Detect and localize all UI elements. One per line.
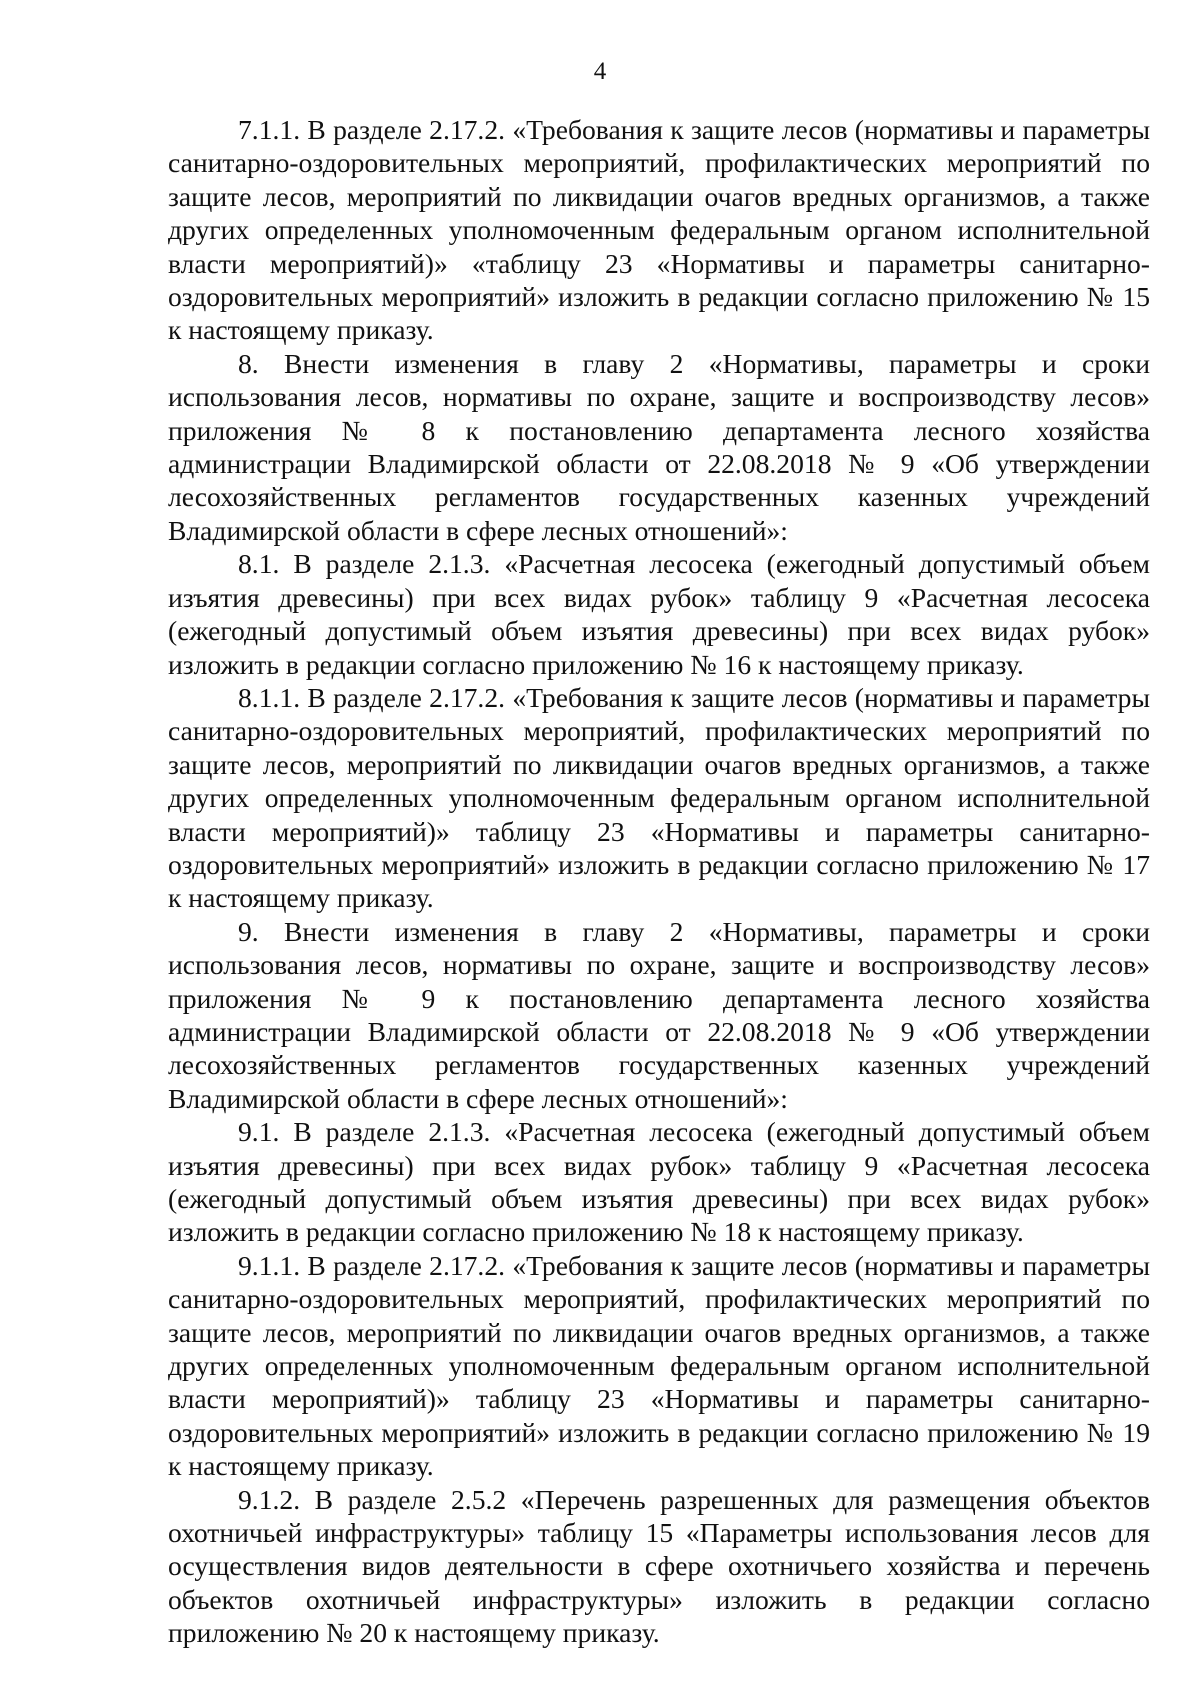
paragraph-9-1-1: 9.1.1. В разделе 2.17.2. «Требования к защите лесов (нормативы и параметры санитарно-оздоровительных мероприятий, профилактических мероприятий по защите лесов, мероприятий по ликвидации очагов вредных организмов, а также других определенных уполномоченным федеральным органом исполнительной власти мероприятий)» таблицу 23 «Нормативы и параметры санитарно-оздоровительных мероприятий» изложить в редакции согласно приложению № 19 к настоящему приказу. bbox=[168, 1249, 1150, 1482]
paragraph-8-1-1: 8.1.1. В разделе 2.17.2. «Требования к защите лесов (нормативы и параметры санитарно-оздоровительных мероприятий, профилактических мероприятий по защите лесов, мероприятий по ликвидации очагов вредных организмов, а также других определенных уполномоченным федеральным органом исполнительной власти мероприятий)» таблицу 23 «Нормативы и параметры санитарно-оздоровительных мероприятий» изложить в редакции согласно приложению № 17 к настоящему приказу. bbox=[168, 681, 1150, 914]
paragraph-9-1-2: 9.1.2. В разделе 2.5.2 «Перечень разрешенных для размещения объектов охотничьей инфраструктуры» таблицу 15 «Параметры использования лесов для осуществления видов деятельности в сфере охотничьего хозяйства и перечень объектов охотничьей инфраструктуры» изложить в редакции согласно приложению № 20 к настоящему приказу. bbox=[168, 1483, 1150, 1649]
paragraph-9: 9. Внести изменения в главу 2 «Нормативы, параметры и сроки использования лесов, нормативы по охране, защите и воспроизводству лесов» приложения № 9 к постановлению департамента лесного хозяйства администрации Владимирской области от 22.08.2018 № 9 «Об утверждении лесохозяйственных регламентов государственных казенных учреждений Владимирской области в сфере лесных отношений»: bbox=[168, 915, 1150, 1114]
paragraph-8-1: 8.1. В разделе 2.1.3. «Расчетная лесосека (ежегодный допустимый объем изъятия древесины) при всех видах рубок» таблицу 9 «Расчетная лесосека (ежегодный допустимый объем изъятия древесины) при всех видах рубок» изложить в редакции согласно приложению № 16 к настоящему приказу. bbox=[168, 548, 1150, 680]
paragraph-8: 8. Внести изменения в главу 2 «Нормативы, параметры и сроки использования лесов, нормативы по охране, защите и воспроизводству лесов» приложения № 8 к постановлению департамента лесного хозяйства администрации Владимирской области от 22.08.2018 № 9 «Об утверждении лесохозяйственных регламентов государственных казенных учреждений Владимирской области в сфере лесных отношений»: bbox=[168, 347, 1150, 546]
document-body bbox=[168, 113, 1150, 1650]
paragraph-7-1-1: 7.1.1. В разделе 2.17.2. «Требования к защите лесов (нормативы и параметры санитарно-оздоровительных мероприятий, профилактических мероприятий по защите лесов, мероприятий по ликвидации очагов вредных организмов, а также других определенных уполномоченным федеральным органом исполнительной власти мероприятий)» «таблицу 23 «Нормативы и параметры санитарно-оздоровительных мероприятий» изложить в редакции согласно приложению № 15 к настоящему приказу. bbox=[168, 114, 1150, 346]
paragraph-9-1: 9.1. В разделе 2.1.3. «Расчетная лесосека (ежегодный допустимый объем изъятия древесины) при всех видах рубок» таблицу 9 «Расчетная лесосека (ежегодный допустимый объем изъятия древесины) при всех видах рубок» изложить в редакции согласно приложению № 18 к настоящему приказу. bbox=[168, 1116, 1150, 1248]
page-number: 4 bbox=[593, 58, 607, 85]
